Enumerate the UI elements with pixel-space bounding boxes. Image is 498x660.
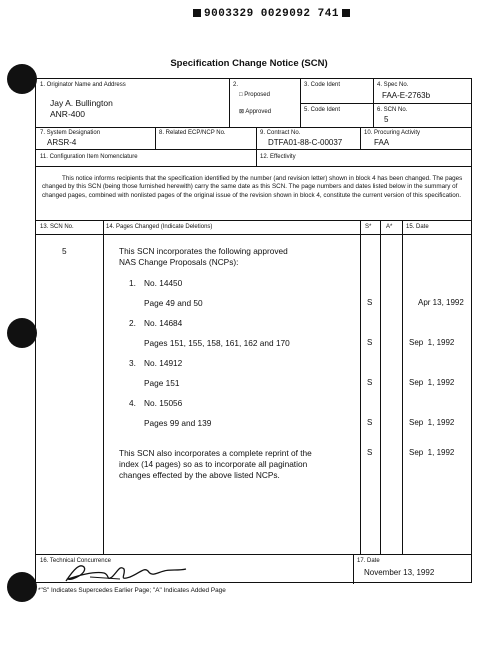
effectivity-label: 12. Effectivity (260, 154, 296, 160)
rule (256, 127, 257, 166)
col-date-header: 15. Date (406, 224, 429, 230)
col-scn-no-header: 13. SCN No. (40, 224, 74, 230)
ncp-item-number: 2. (129, 318, 136, 328)
ncp-item-date: Apr 13, 1992 (418, 298, 464, 307)
rule (380, 220, 381, 554)
reprint-s: S (367, 448, 373, 457)
ncp-item-s: S (367, 298, 373, 307)
ncp-item-no: No. 15056 (144, 398, 183, 408)
ncp-item-pages: Page 49 and 50 (144, 298, 203, 308)
footer-note: *"S" Indicates Supercedes Earlier Page; "A" Indicates Added Page (38, 587, 226, 594)
ncp-item-no: No. 14912 (144, 358, 183, 368)
ncp-item-number: 3. (129, 358, 136, 368)
date-label: 17. Date (357, 558, 380, 564)
empty-checkbox-icon: □ (239, 92, 243, 98)
originator-org: ANR-400 (50, 109, 85, 119)
technical-concurrence-label: 16. Technical Concurrence (40, 558, 111, 564)
ncp-item-date: Sep 1, 1992 (409, 378, 455, 387)
originator-label: 1. Originator Name and Address (40, 82, 126, 88)
config-item-label: 11. Configuration Item Nomenclature (40, 154, 138, 160)
rule (36, 149, 471, 150)
ncp-item-no: No. 14684 (144, 318, 183, 328)
reprint-line-1: This SCN also incorporates a complete reprint of the (119, 448, 312, 458)
approved-option (239, 108, 271, 115)
rule (103, 220, 104, 554)
barcode-mark-icon (342, 9, 350, 17)
ncp-item-number: 1. (129, 278, 136, 288)
rule (36, 166, 471, 167)
scn-no-label: 6. SCN No. (377, 107, 408, 113)
reprint-line-3: changes effected by the above listed NCPs. (119, 470, 280, 480)
ncp-item-pages: Pages 151, 155, 158, 161, 162 and 170 (144, 338, 290, 348)
spec-no-label: 4. Spec No. (377, 82, 409, 88)
proposed-option (239, 92, 270, 98)
rule (36, 220, 471, 221)
reprint-line-2: index (14 pages) so as to incorporate all pagination (119, 459, 308, 469)
ncp-item-pages: Page 151 (144, 378, 180, 388)
barcode-header (190, 8, 353, 20)
related-ecp-label: 8. Related ECP/NCP No. (159, 130, 226, 136)
code-ident-label-5: 5. Code Ident (304, 107, 341, 113)
rule (402, 220, 403, 554)
rule (155, 127, 156, 149)
reprint-date: Sep 1, 1992 (409, 448, 455, 457)
ncp-item-s: S (367, 418, 373, 427)
rule (353, 554, 354, 584)
document-title: Specification Change Notice (SCN) (170, 58, 328, 69)
scn-form (35, 78, 472, 583)
rule (36, 234, 471, 235)
notice-paragraph: This notice informs recipients that the specification identified by the number (and revision letter) shown in block 4 has been changed. The pages changed by this SCN (being those furnished herewith) carry the same date as this SCN. The page numbers and dates listed below in the summary of changed pages, combined with nonlisted pages of the original issue of the revision shown in block 4, constitute the current version of this specification. (42, 175, 463, 199)
barcode-mark-icon (193, 9, 201, 17)
spec-no-value: FAA-E-2763b (382, 91, 431, 100)
intro-line-2: NAS Change Proposals (NCPs): (119, 257, 239, 267)
rule (229, 79, 230, 127)
col-pages-header: 14. Pages Changed (Indicate Deletions) (106, 224, 213, 230)
ncp-item-date: Sep 1, 1992 (409, 418, 455, 427)
rule (36, 554, 471, 555)
rule (373, 79, 374, 127)
ncp-item-number: 4. (129, 398, 136, 408)
col-s-header: S* (365, 224, 372, 230)
barcode-text: 9003329 0029092 741 (204, 8, 339, 20)
contract-no-value: DTFA01-88-C-00037 (268, 138, 343, 147)
intro-line-1: This SCN incorporates the following approved (119, 246, 288, 256)
signature-image (60, 559, 190, 585)
contract-no-label: 9. Contract No. (260, 130, 301, 136)
binder-hole-bottom (7, 572, 37, 602)
rule (300, 79, 301, 127)
proposed-label: Proposed (244, 92, 270, 98)
ncp-item-date: Sep 1, 1992 (409, 338, 455, 347)
procuring-activity-label: 10. Procuring Activity (364, 130, 421, 136)
box2-label: 2. (233, 82, 239, 88)
ncp-item-s: S (367, 338, 373, 347)
originator-name: Jay A. Bullington (50, 98, 113, 108)
date-value: November 13, 1992 (364, 568, 435, 577)
binder-hole-middle (7, 318, 37, 348)
checked-box-icon: ⊠ (239, 109, 245, 115)
rule (36, 127, 471, 128)
scn-no-value: 5 (384, 115, 389, 124)
approved-label: Approved (245, 109, 272, 115)
scn-row-value: 5 (62, 246, 67, 256)
col-a-header: A* (386, 224, 393, 230)
system-designation-label: 7. System Designation (40, 130, 101, 136)
ncp-item-no: No. 14450 (144, 278, 183, 288)
procuring-activity-value: FAA (374, 138, 390, 147)
ncp-item-pages: Pages 99 and 139 (144, 418, 212, 428)
rule (300, 103, 471, 104)
rule (360, 220, 361, 554)
system-designation-value: ARSR-4 (47, 138, 77, 147)
ncp-item-s: S (367, 378, 373, 387)
rule (360, 127, 361, 149)
code-ident-label-3: 3. Code Ident (304, 82, 341, 88)
